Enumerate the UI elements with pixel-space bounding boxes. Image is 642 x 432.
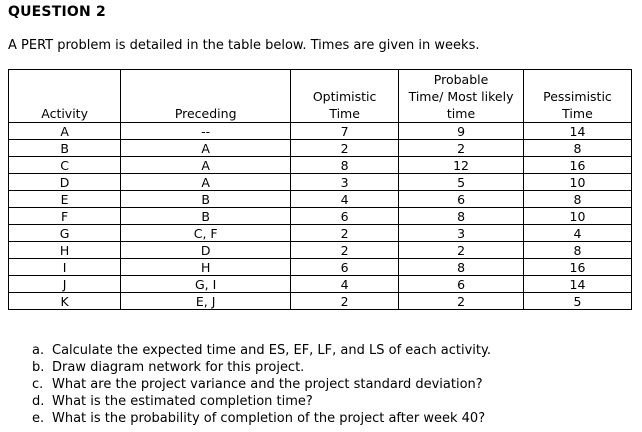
cell-activity: F xyxy=(9,208,121,225)
cell-optimistic: 2 xyxy=(291,242,399,259)
pert-table-body xyxy=(9,123,632,310)
cell-optimistic: 2 xyxy=(291,293,399,310)
cell-pessimistic: 14 xyxy=(523,276,631,293)
question-letter: c. xyxy=(32,377,44,392)
header-pessimistic-line-2: Time xyxy=(562,106,593,121)
header-preceding-label: Preceding xyxy=(174,106,237,121)
cell-activity: J xyxy=(9,276,121,293)
problem-intro: A PERT problem is detailed in the table below. Times are given in weeks. xyxy=(8,38,480,53)
cell-pessimistic: 5 xyxy=(523,293,631,310)
cell-activity: D xyxy=(9,174,121,191)
cell-optimistic: 4 xyxy=(291,276,399,293)
header-optimistic-line-1: Optimistic xyxy=(312,89,377,104)
cell-most-likely: 8 xyxy=(399,259,524,276)
cell-preceding: B xyxy=(121,208,291,225)
cell-optimistic: 3 xyxy=(291,174,399,191)
header-pessimistic xyxy=(523,70,631,123)
cell-preceding: -- xyxy=(121,123,291,140)
cell-optimistic: 4 xyxy=(291,191,399,208)
cell-pessimistic: 10 xyxy=(523,208,631,225)
table-row xyxy=(9,208,632,225)
table-row xyxy=(9,140,632,157)
cell-optimistic: 2 xyxy=(291,225,399,242)
question-text: Draw diagram network for this project. xyxy=(52,360,305,375)
question-text: What are the project variance and the project standard deviation? xyxy=(52,377,483,392)
table-row xyxy=(9,242,632,259)
cell-activity: B xyxy=(9,140,121,157)
cell-activity: I xyxy=(9,259,121,276)
question-text: What is the estimated completion time? xyxy=(52,394,313,409)
cell-activity: K xyxy=(9,293,121,310)
table-row xyxy=(9,259,632,276)
cell-activity: E xyxy=(9,191,121,208)
table-row xyxy=(9,123,632,140)
cell-most-likely: 12 xyxy=(399,157,524,174)
cell-pessimistic: 8 xyxy=(523,140,631,157)
cell-optimistic: 2 xyxy=(291,140,399,157)
cell-most-likely: 6 xyxy=(399,276,524,293)
cell-pessimistic: 16 xyxy=(523,157,631,174)
question-text: What is the probability of completion of the project after week 40? xyxy=(52,411,486,426)
cell-preceding: E, J xyxy=(121,293,291,310)
cell-most-likely: 2 xyxy=(399,140,524,157)
cell-most-likely: 5 xyxy=(399,174,524,191)
table-row xyxy=(9,293,632,310)
cell-most-likely: 8 xyxy=(399,208,524,225)
table-header-row xyxy=(9,70,632,123)
cell-preceding: D xyxy=(121,242,291,259)
cell-most-likely: 6 xyxy=(399,191,524,208)
cell-preceding: A xyxy=(121,157,291,174)
question-item xyxy=(32,410,491,427)
table-row xyxy=(9,191,632,208)
cell-optimistic: 6 xyxy=(291,208,399,225)
cell-pessimistic: 16 xyxy=(523,259,631,276)
cell-pessimistic: 8 xyxy=(523,191,631,208)
header-activity xyxy=(9,70,121,123)
cell-preceding: B xyxy=(121,191,291,208)
cell-activity: A xyxy=(9,123,121,140)
question-item xyxy=(32,376,491,393)
header-optimistic xyxy=(291,70,399,123)
question-letter: d. xyxy=(32,394,45,409)
cell-most-likely: 3 xyxy=(399,225,524,242)
cell-most-likely: 2 xyxy=(399,242,524,259)
cell-most-likely: 2 xyxy=(399,293,524,310)
question-heading: QUESTION 2 xyxy=(8,4,106,20)
cell-activity: H xyxy=(9,242,121,259)
header-most-likely-line-2: Time/ Most likely xyxy=(408,89,514,104)
cell-most-likely: 9 xyxy=(399,123,524,140)
question-list xyxy=(32,342,491,427)
question-item xyxy=(32,393,491,410)
header-most-likely xyxy=(399,70,524,123)
cell-preceding: G, I xyxy=(121,276,291,293)
table-row xyxy=(9,225,632,242)
cell-preceding: A xyxy=(121,174,291,191)
cell-optimistic: 7 xyxy=(291,123,399,140)
table-row xyxy=(9,157,632,174)
header-most-likely-line-3: time xyxy=(446,106,476,121)
header-optimistic-line-2: Time xyxy=(329,106,360,121)
header-pessimistic-line-1: Pessimistic xyxy=(543,89,612,104)
table-row xyxy=(9,174,632,191)
pert-table xyxy=(8,69,632,310)
table-row xyxy=(9,276,632,293)
cell-pessimistic: 4 xyxy=(523,225,631,242)
cell-preceding: H xyxy=(121,259,291,276)
cell-activity: G xyxy=(9,225,121,242)
question-text: Calculate the expected time and ES, EF, LF, and LS of each activity. xyxy=(52,343,491,358)
header-preceding xyxy=(121,70,291,123)
header-most-likely-line-1: Probable xyxy=(433,72,489,87)
question-letter: a. xyxy=(32,343,45,358)
question-item xyxy=(32,359,491,376)
cell-optimistic: 8 xyxy=(291,157,399,174)
question-letter: e. xyxy=(32,411,45,426)
cell-optimistic: 6 xyxy=(291,259,399,276)
cell-activity: C xyxy=(9,157,121,174)
cell-pessimistic: 8 xyxy=(523,242,631,259)
cell-pessimistic: 14 xyxy=(523,123,631,140)
cell-pessimistic: 10 xyxy=(523,174,631,191)
cell-preceding: C, F xyxy=(121,225,291,242)
question-item xyxy=(32,342,491,359)
header-activity-label: Activity xyxy=(41,106,88,121)
question-letter: b. xyxy=(32,360,45,375)
cell-preceding: A xyxy=(121,140,291,157)
